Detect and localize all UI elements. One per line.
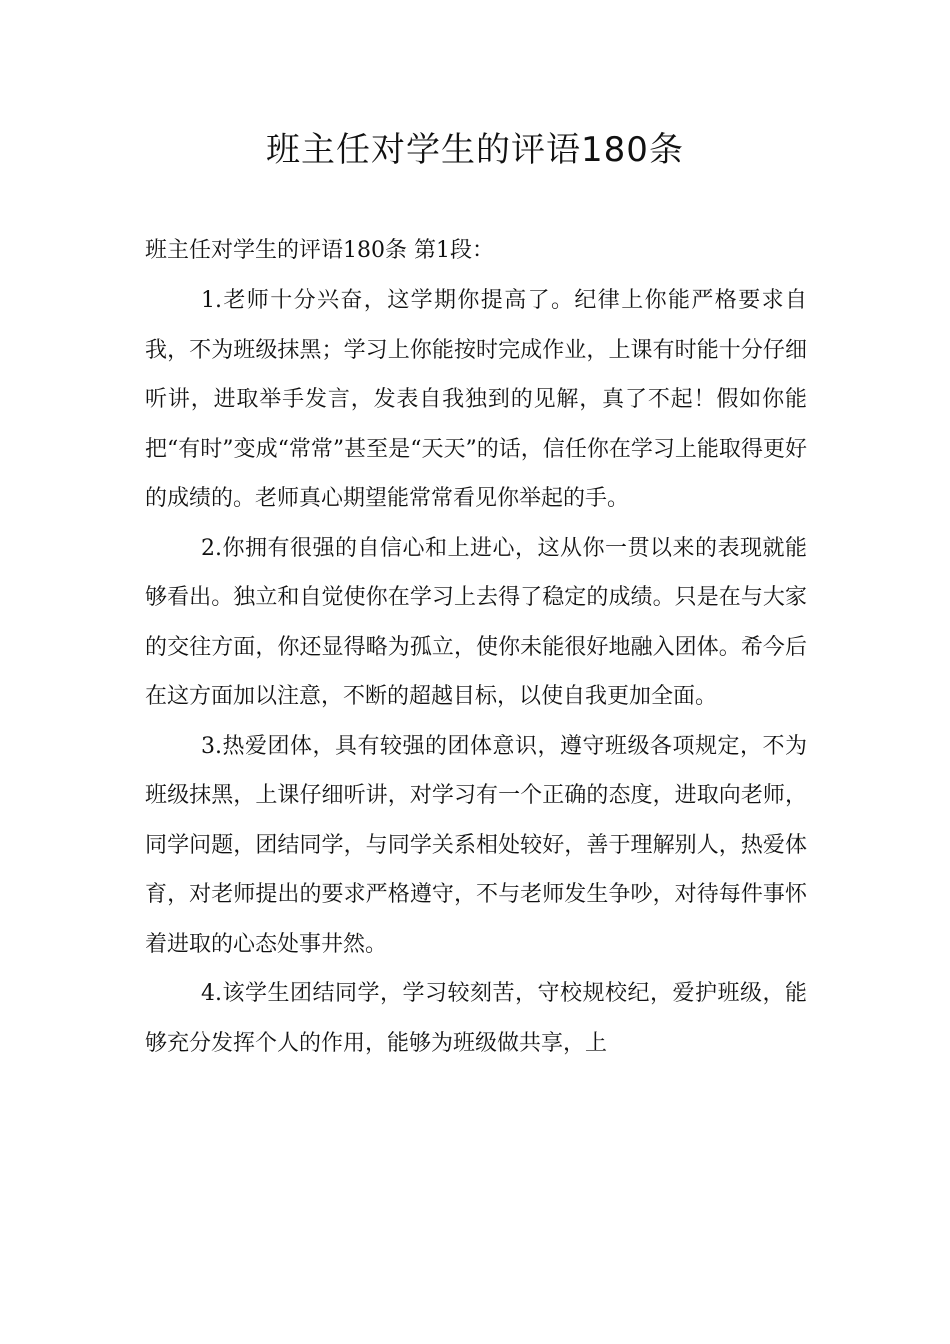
- comment-paragraph-1: 1.老师十分兴奋，这学期你提高了。纪律上你能严格要求自我，不为班级抹黑；学习上你能按时完成作业，上课有时能十分仔细听讲，进取举手发言，发表自我独到的见解，真了不起！假如你能把“有时”变成“常常”甚至是“天天”的话，信任你在学习上能取得更好的成绩的。老师真心期望能常常看见你举起的手。: [145, 288, 807, 511]
- section-heading: 班主任对学生的评语180条 第1段：: [145, 238, 494, 263]
- comment-paragraph-2: 2.你拥有很强的自信心和上进心，这从你一贯以来的表现就能够看出。独立和自觉使你在学习上去得了稳定的成绩。只是在与大家的交往方面，你还显得略为孤立，使你未能很好地融入团体。希今后在这方面加以注意，不断的超越目标，以使自我更加全面。: [145, 535, 807, 709]
- document-title: 班主任对学生的评语180条: [266, 130, 684, 170]
- comment-paragraph-4: 4.该学生团结同学，学习较刻苦，守校规校纪，爱护班级，能够充分发挥个人的作用，能够为班级做共享，上: [145, 981, 807, 1056]
- document-body: [145, 226, 807, 1068]
- comment-paragraph-3: 3.热爱团体，具有较强的团体意识，遵守班级各项规定，不为班级抹黑，上课仔细听讲，对学习有一个正确的态度，进取向老师，同学问题，团结同学，与同学关系相处较好，善于理解别人，热爱体育，对老师提出的要求严格遵守，不与老师发生争吵，对待每件事怀着进取的心态处事井然。: [145, 733, 807, 957]
